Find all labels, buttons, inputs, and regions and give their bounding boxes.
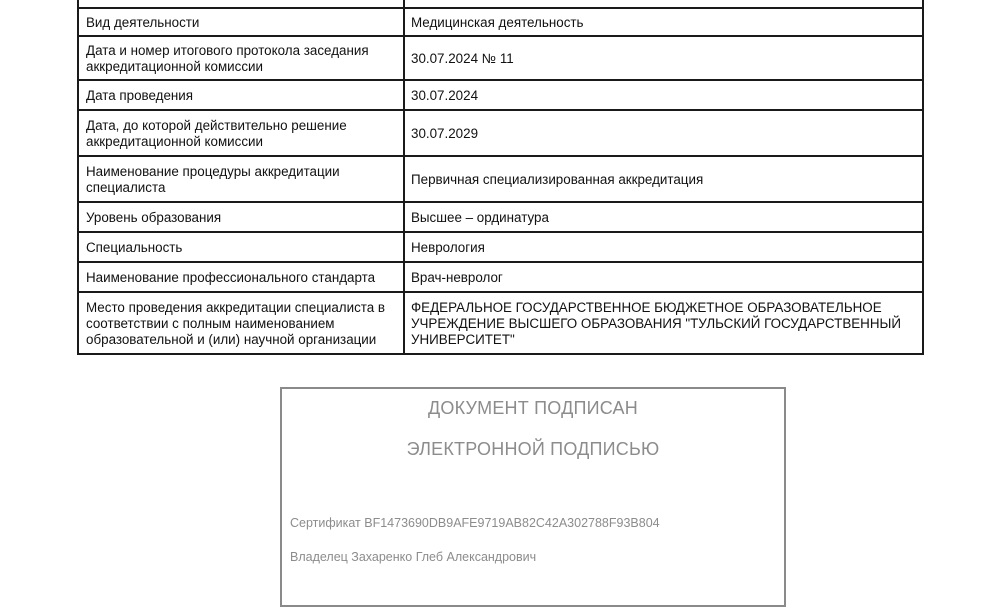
row-label-procedure: Наименование процедуры аккредитации специалиста (78, 156, 404, 202)
row-value (404, 0, 923, 8)
stamp-certificate: Сертификат BF1473690DB9AFE9719AB82C42A302788F93B804 (290, 516, 660, 530)
table-row (78, 36, 923, 80)
electronic-signature-stamp (280, 387, 786, 607)
accreditation-table (77, 0, 924, 355)
row-value-education: Высшее – ординатура (404, 202, 923, 232)
stamp-owner: Владелец Захаренко Глеб Александрович (290, 550, 537, 564)
row-label-education: Уровень образования (78, 202, 404, 232)
row-value-procedure: Первичная специализированная аккредитация (404, 156, 923, 202)
table-row (78, 232, 923, 262)
row-label-protocol: Дата и номер итогового протокола заседания аккредитационной комиссии (78, 36, 404, 80)
row-label-standard: Наименование профессионального стандарта (78, 262, 404, 292)
row-value-standard: Врач-невролог (404, 262, 923, 292)
row-value-protocol: 30.07.2024 № 11 (404, 36, 923, 80)
table-row (78, 262, 923, 292)
table-row (78, 202, 923, 232)
row-value-valid-until: 30.07.2029 (404, 110, 923, 156)
row-label-valid-until: Дата, до которой действительно решение аккредитационной комиссии (78, 110, 404, 156)
row-value-date: 30.07.2024 (404, 80, 923, 110)
table-row (78, 0, 923, 8)
table-row (78, 80, 923, 110)
stamp-title-line2: ЭЛЕКТРОННОЙ ПОДПИСЬЮ (406, 439, 660, 459)
row-value-specialty: Неврология (404, 232, 923, 262)
table-row (78, 8, 923, 36)
row-value-place: ФЕДЕРАЛЬНОЕ ГОСУДАРСТВЕННОЕ БЮДЖЕТНОЕ ОБРАЗОВАТЕЛЬНОЕ УЧРЕЖДЕНИЕ ВЫСШЕГО ОБРАЗОВАНИЯ "ТУЛЬСКИЙ ГОСУДАРСТВЕННЫЙ УНИВЕРСИТЕТ" (404, 292, 923, 354)
row-value-activity: Медицинская деятельность (404, 8, 923, 36)
table-row (78, 292, 923, 354)
table-row (78, 110, 923, 156)
row-label-place: Место проведения аккредитации специалиста в соответствии с полным наименованием образовательной и (или) научной организации (78, 292, 404, 354)
row-label-specialty: Специальность (78, 232, 404, 262)
row-label (78, 0, 404, 8)
row-label-activity: Вид деятельности (78, 8, 404, 36)
stamp-title-line1: ДОКУМЕНТ ПОДПИСАН (428, 398, 638, 418)
table-row (78, 156, 923, 202)
row-label-date: Дата проведения (78, 80, 404, 110)
